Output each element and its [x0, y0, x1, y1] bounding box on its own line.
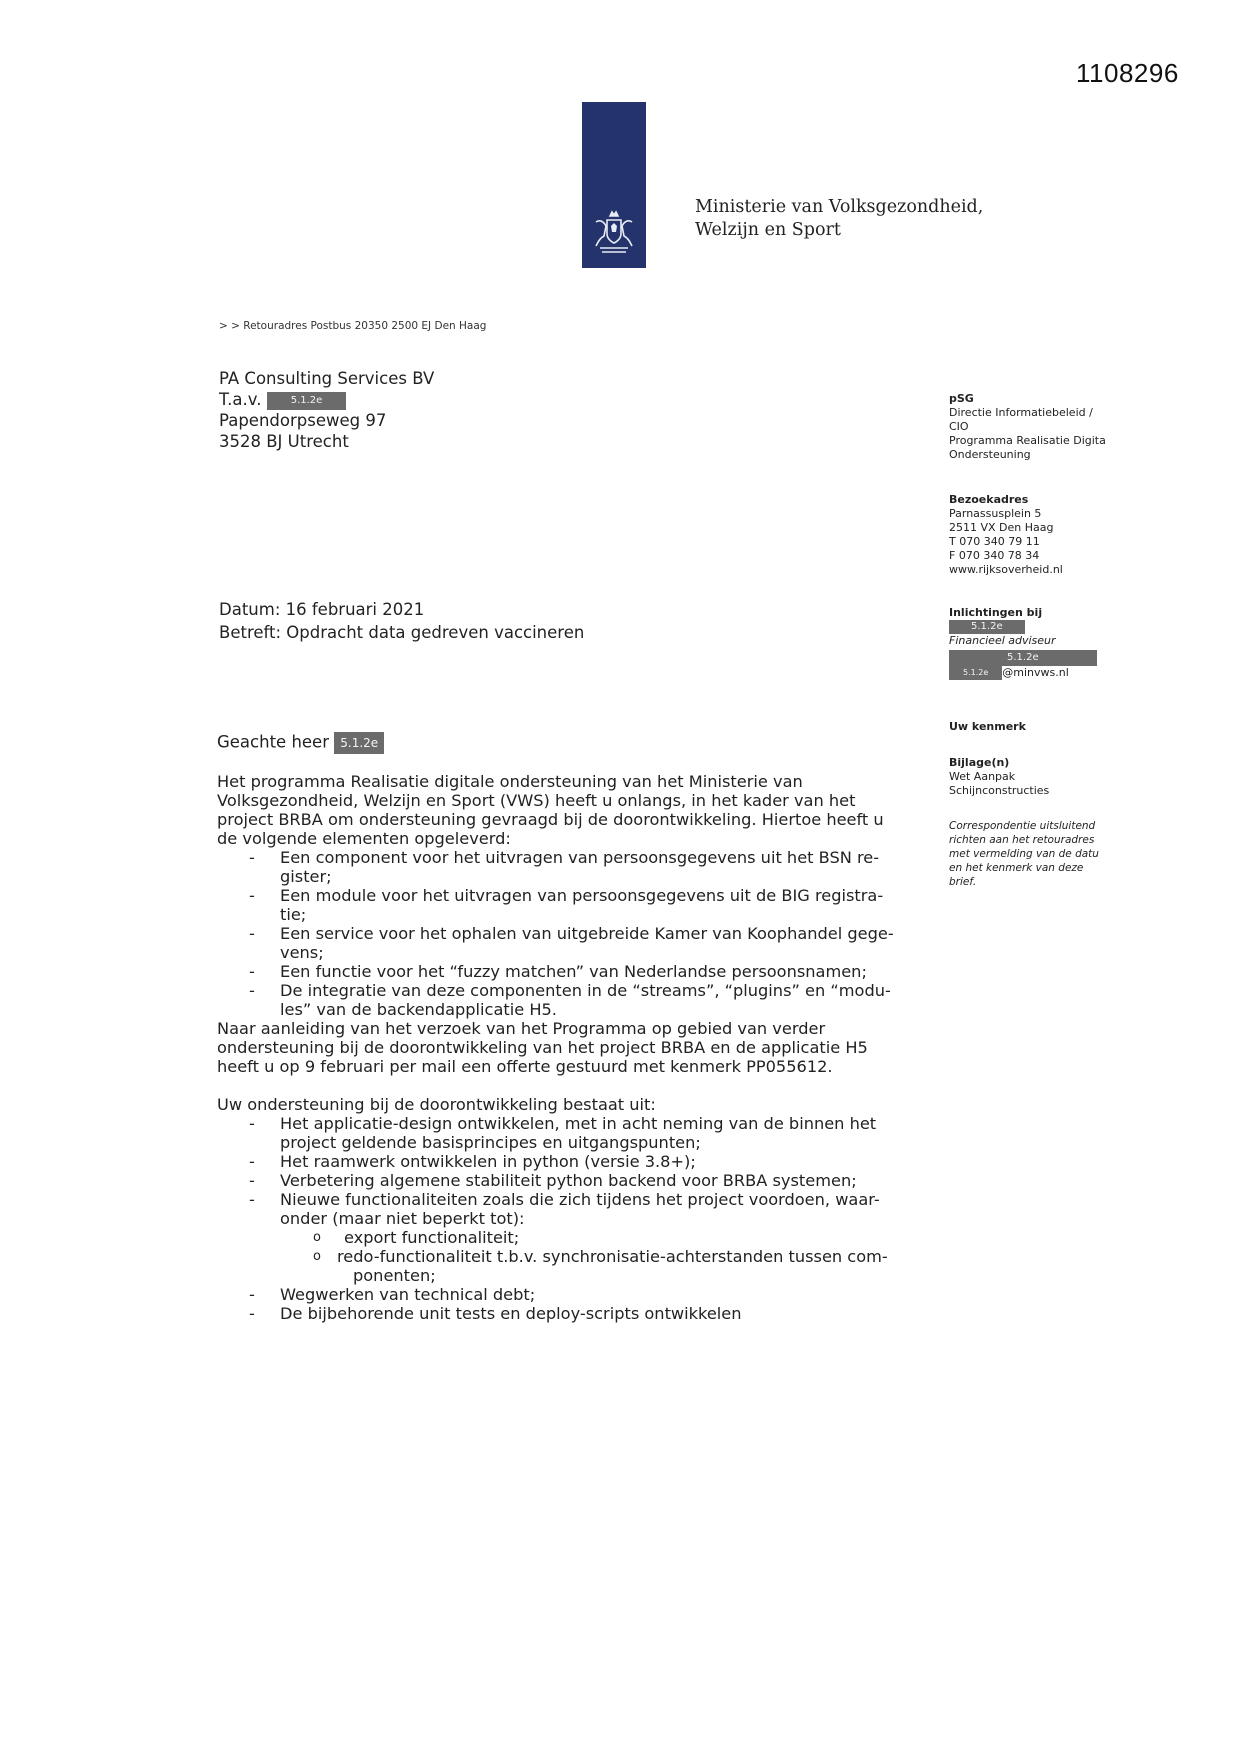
list-item: - De bijbehorende unit tests en deploy-scripts ontwikkelen [249, 1304, 742, 1323]
letter-subject: Betreft: Opdracht data gedreven vaccineren [219, 623, 585, 642]
salutation [217, 732, 384, 754]
sidebar-attach-title: Bijlage(n) [949, 756, 1010, 769]
support-intro: Uw ondersteuning bij de doorontwikkeling bestaat uit: [217, 1095, 656, 1114]
sidebar-org-line: Ondersteuning [949, 448, 1031, 461]
sub-list-item: o export functionaliteit; [313, 1228, 520, 1247]
sidebar-org-title: pSG [949, 392, 974, 405]
sidebar-note-line: Correspondentie uitsluitend [949, 820, 1096, 832]
redaction-box: 5.1.2e [949, 666, 1002, 680]
intro-line: de volgende elementen opgeleverd: [217, 829, 511, 848]
sidebar-org-line: Programma Realisatie Digita [949, 434, 1106, 447]
redaction-box: 5.1.2e [267, 392, 347, 410]
redaction-box: 5.1.2e [949, 620, 1025, 634]
sidebar-ref-title: Uw kenmerk [949, 720, 1026, 733]
intro-line: Het programma Realisatie digitale ondersteuning van het Ministerie van [217, 772, 803, 791]
letter-date: Datum: 16 februari 2021 [219, 600, 425, 619]
sidebar-visit-line: 2511 VX Den Haag [949, 521, 1054, 534]
sidebar-note-line: met vermelding van de datu [949, 848, 1099, 860]
addressee-attention [219, 389, 434, 410]
sidebar-correspondence-note [949, 819, 1189, 889]
royal-coat-of-arms-icon [588, 206, 640, 258]
document-number: 1108296 [1076, 58, 1179, 88]
letter-body [217, 772, 907, 1323]
sidebar-visit-line: F 070 340 78 34 [949, 549, 1040, 562]
redaction-box: 5.1.2e [334, 732, 384, 754]
sidebar-org-line: CIO [949, 420, 969, 433]
list-item: - Nieuwe functionaliteiten zoals die zich tijdens het project voordoen, waar- onder (maar niet beperkt tot): [249, 1190, 880, 1228]
sub-list-item: o redo-functionaliteit t.b.v. synchronisatie-achterstanden tussen com- ponenten; [313, 1247, 888, 1285]
addressee-block [219, 368, 434, 452]
list-item: - Het raamwerk ontwikkelen in python (versie 3.8+); [249, 1152, 696, 1171]
sidebar-attachments [949, 756, 1189, 798]
list-item: - Wegwerken van technical debt; [249, 1285, 536, 1304]
addressee-company: PA Consulting Services BV [219, 369, 435, 388]
sidebar-visit-line: www.rijksoverheid.nl [949, 563, 1063, 576]
sidebar-info-role: Financieel adviseur [949, 634, 1056, 647]
attention-label: T.a.v. [219, 390, 262, 409]
ministry-name-line2: Welzijn en Sport [695, 220, 841, 240]
paragraph-line: ondersteuning bij de doorontwikkeling van het project BRBA en de applicatie H5 [217, 1038, 868, 1057]
sidebar-attach-line: Wet Aanpak [949, 770, 1016, 783]
list-item: - De integratie van deze componenten in de “streams”, “plugins” en “modu- les” van de backendapplicatie H5. [249, 981, 891, 1019]
paragraph-line: heeft u op 9 februari per mail een offerte gestuurd met kenmerk PP055612. [217, 1057, 833, 1076]
sidebar-note-line: brief. [949, 876, 977, 888]
sidebar-note-line: richten aan het retouradres [949, 834, 1095, 846]
ministry-logo-bar [582, 102, 646, 268]
list-item: - Een service voor het ophalen van uitgebreide Kamer van Koophandel gege- vens; [249, 924, 894, 962]
list-item: - Een functie voor het “fuzzy matchen” van Nederlandse persoonsnamen; [249, 962, 867, 981]
addressee-street: Papendorpseweg 97 [219, 411, 387, 430]
date-subject-block [219, 598, 584, 644]
paragraph-line: Naar aanleiding van het verzoek van het Programma op gebied van verder [217, 1019, 826, 1038]
return-address: > > Retouradres Postbus 20350 2500 EJ Den Haag [219, 320, 487, 332]
sidebar-info [949, 606, 1189, 680]
ministry-name [695, 196, 983, 242]
sidebar-visit [949, 493, 1189, 577]
list-item: - Het applicatie-design ontwikkelen, met in acht neming van de binnen het project geldende basisprincipes en uitgangspunten; [249, 1114, 877, 1152]
list-item: - Een component voor het uitvragen van persoonsgegevens uit het BSN re- gister; [249, 848, 880, 886]
addressee-city: 3528 BJ Utrecht [219, 432, 349, 451]
sidebar-attach-line: Schijnconstructies [949, 784, 1050, 797]
sidebar-info-title: Inlichtingen bij [949, 606, 1043, 619]
redaction-box: 5.1.2e [949, 650, 1097, 666]
sidebar-org [949, 392, 1189, 462]
list-item: - Een module voor het uitvragen van persoonsgegevens uit de BIG registra- tie; [249, 886, 884, 924]
ministry-name-line1: Ministerie van Volksgezondheid, [695, 197, 984, 217]
sidebar-org-line: Directie Informatiebeleid / [949, 406, 1093, 419]
sidebar-visit-title: Bezoekadres [949, 493, 1029, 506]
sidebar-visit-line: T 070 340 79 11 [949, 535, 1040, 548]
salutation-text: Geachte heer [217, 732, 329, 752]
sidebar-info-email: @minvws.nl [1002, 666, 1069, 679]
sidebar-reference [949, 720, 1189, 734]
intro-line: project BRBA om ondersteuning gevraagd bij de doorontwikkeling. Hiertoe heeft u [217, 810, 884, 829]
intro-line: Volksgezondheid, Welzijn en Sport (VWS) heeft u onlangs, in het kader van het [217, 791, 856, 810]
list-item: - Verbetering algemene stabiliteit python backend voor BRBA systemen; [249, 1171, 857, 1190]
sidebar-note-line: en het kenmerk van deze [949, 862, 1084, 874]
sidebar-visit-line: Parnassusplein 5 [949, 507, 1042, 520]
